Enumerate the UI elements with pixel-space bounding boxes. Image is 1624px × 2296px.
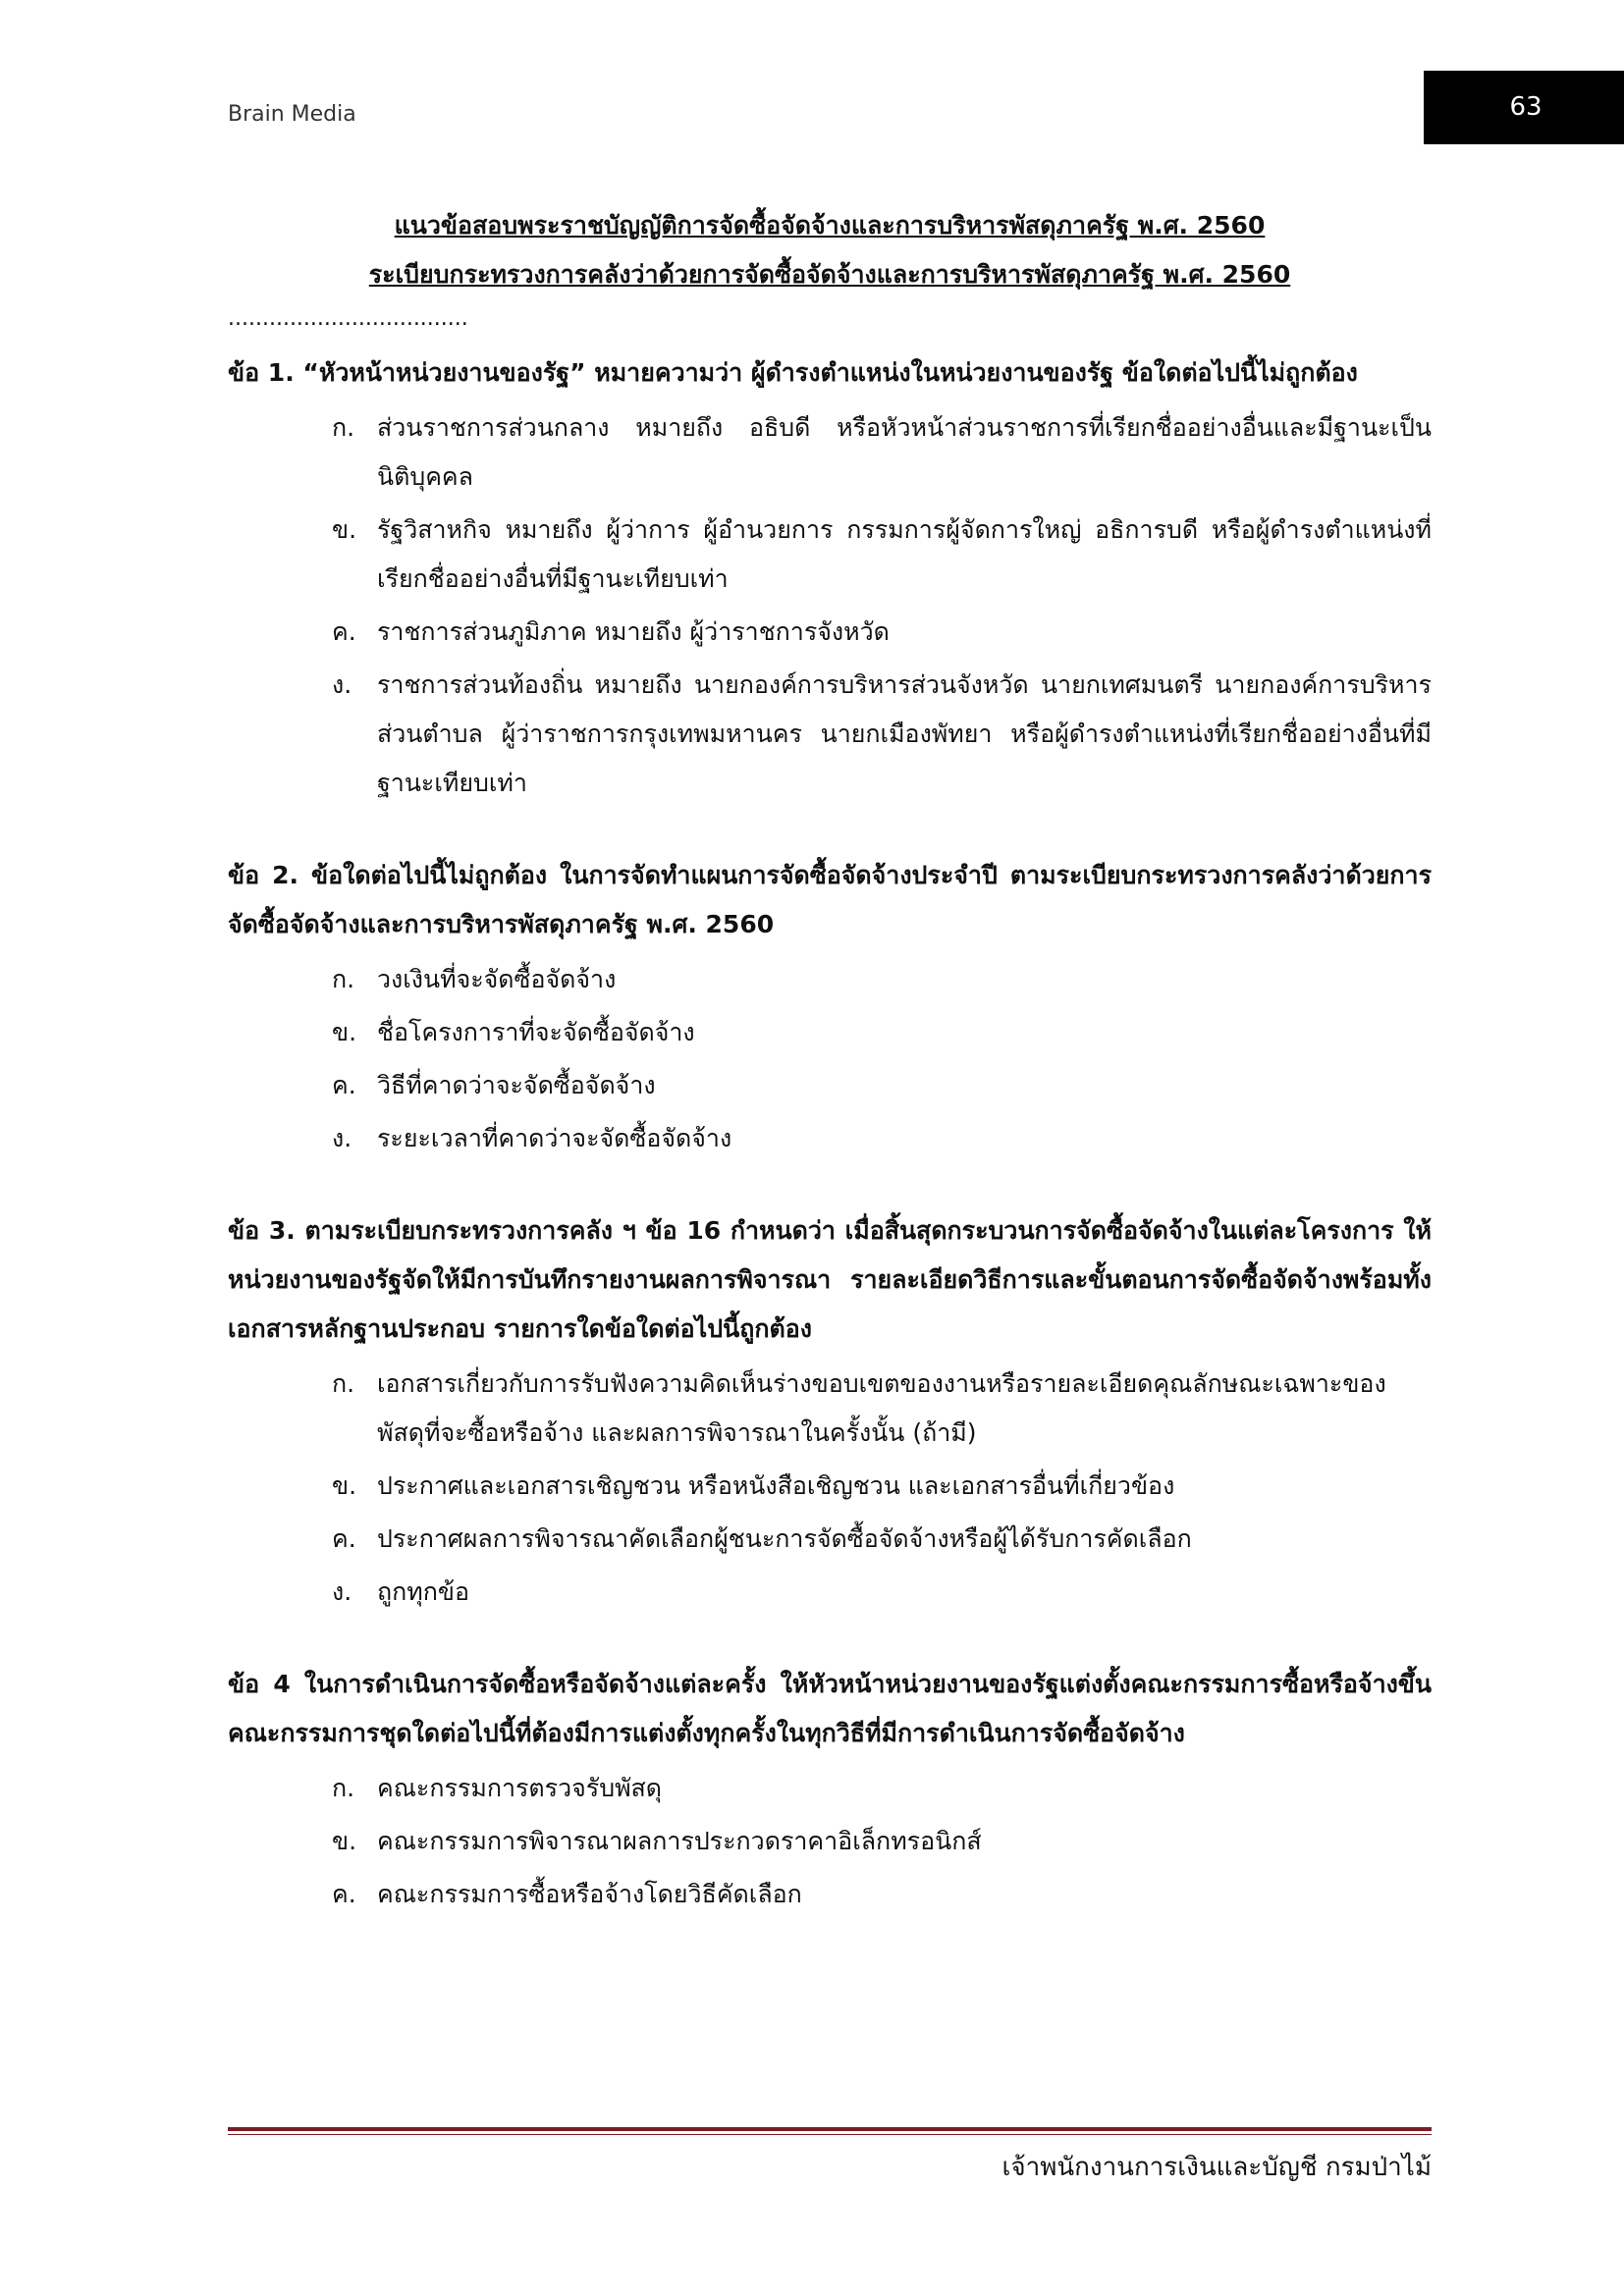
option-text: คณะกรรมการพิจารณาผลการประกวดราคาอิเล็กทรอนิกส์	[377, 1827, 982, 1855]
option-text: ราชการส่วนท้องถิ่น หมายถึง นายกองค์การบริหารส่วนจังหวัด นายกเทศมนตรี นายกองค์การบริหารส่วนตำบล ผู้ว่าราชการกรุงเทพมหานคร นายกเมืองพัทยา หรือผู้ดำรงตำแหน่งที่เรียกชื่ออย่างอื่นที่มีฐานะเทียบเท่า	[377, 670, 1432, 797]
option-item	[228, 1462, 1432, 1511]
option-label: ง.	[332, 670, 352, 699]
option-text: คณะกรรมการซื้อหรือจ้างโดยวิธีคัดเลือก	[377, 1880, 802, 1908]
option-label: ข.	[332, 1827, 357, 1855]
question-block	[228, 851, 1432, 1163]
page-number: 63	[1424, 71, 1624, 144]
footer-text: เจ้าพนักงานการเงินและบัญชี กรมป่าไม้	[1001, 2153, 1432, 2182]
option-text: ราชการส่วนภูมิภาค หมายถึง ผู้ว่าราชการจังหวัด	[377, 617, 890, 646]
option-item	[228, 661, 1432, 808]
option-list	[228, 1360, 1432, 1617]
option-list	[228, 955, 1432, 1163]
option-item	[228, 1817, 1432, 1866]
question-block	[228, 1206, 1432, 1617]
option-item	[228, 506, 1432, 604]
option-text: วงเงินที่จะจัดซื้อจัดจ้าง	[377, 965, 617, 993]
option-text: คณะกรรมการตรวจรับพัสดุ	[377, 1774, 663, 1802]
option-label: ค.	[332, 1524, 356, 1553]
option-text: ถูกทุกข้อ	[377, 1577, 469, 1606]
option-text: ระยะเวลาที่คาดว่าจะจัดซื้อจัดจ้าง	[377, 1124, 732, 1152]
document-titles	[228, 201, 1432, 299]
option-label: ก.	[332, 1774, 355, 1802]
option-label: ง.	[332, 1124, 352, 1152]
option-item	[228, 1114, 1432, 1163]
option-label: ค.	[332, 617, 356, 646]
option-item	[228, 1764, 1432, 1813]
question-text: ข้อ 3. ตามระเบียบกระทรวงการคลัง ฯ ข้อ 16 กำหนดว่า เมื่อสิ้นสุดกระบวนการจัดซื้อจัดจ้างในแต่ละโครงการ ให้หน่วยงานของรัฐจัดให้มีการบันทึกรายงานผลการพิจารณา รายละเอียดวิธีการและขั้นตอนการจัดซื้อจัดจ้างพร้อมทั้งเอกสารหลักฐานประกอบ รายการใดข้อใดต่อไปนี้ถูกต้อง	[228, 1216, 1432, 1343]
option-item	[228, 1061, 1432, 1110]
option-text: ชื่อโครงการาที่จะจัดซื้อจัดจ้าง	[377, 1018, 695, 1046]
option-text: ส่วนราชการส่วนกลาง หมายถึง อธิบดี หรือหัวหน้าส่วนราชการที่เรียกชื่ออย่างอื่นและมีฐานะเป็นนิติบุคคล	[377, 413, 1432, 491]
option-label: ก.	[332, 413, 355, 442]
option-text: ประกาศและเอกสารเชิญชวน หรือหนังสือเชิญชวน และเอกสารอื่นที่เกี่ยวข้อง	[377, 1471, 1175, 1500]
option-item	[228, 608, 1432, 657]
option-text: รัฐวิสาหกิจ หมายถึง ผู้ว่าการ ผู้อำนวยการ กรรมการผู้จัดการใหญ่ อธิการบดี หรือผู้ดำรงตำแหน่งที่เรียกชื่ออย่างอื่นที่มีฐานะเทียบเท่า	[377, 515, 1432, 593]
option-label: ก.	[332, 1369, 355, 1398]
footer-rule-thick	[228, 2127, 1432, 2131]
title-line-2: ระเบียบกระทรวงการคลังว่าด้วยการจัดซื้อจัดจ้างและการบริหารพัสดุภาครัฐ พ.ศ. 2560	[368, 260, 1291, 289]
option-label: ค.	[332, 1880, 356, 1908]
option-label: ก.	[332, 965, 355, 993]
option-item	[228, 403, 1432, 502]
brand-label: Brain Media	[228, 102, 356, 127]
option-list	[228, 1764, 1432, 1919]
question-text: ข้อ 1. “หัวหน้าหน่วยงานของรัฐ” หมายความว่า ผู้ดำรงตำแหน่งในหน่วยงานของรัฐ ข้อใดต่อไปนี้ไม่ถูกต้อง	[228, 358, 1358, 387]
option-label: ง.	[332, 1577, 352, 1606]
option-text: ประกาศผลการพิจารณาคัดเลือกผู้ชนะการจัดซื้อจัดจ้างหรือผู้ได้รับการคัดเลือก	[377, 1524, 1192, 1553]
option-item	[228, 1008, 1432, 1057]
title-line-1: แนวข้อสอบพระราชบัญญัติการจัดซื้อจัดจ้างและการบริหารพัสดุภาครัฐ พ.ศ. 2560	[394, 211, 1266, 240]
option-label: ค.	[332, 1071, 356, 1099]
question-list	[228, 348, 1432, 1962]
option-item	[228, 955, 1432, 1004]
footer-rule-thin	[228, 2134, 1432, 2135]
question-text: ข้อ 2. ข้อใดต่อไปนี้ไม่ถูกต้อง ในการจัดทำแผนการจัดซื้อจัดจ้างประจำปี ตามระเบียบกระทรวงการคลังว่าด้วยการจัดซื้อจัดจ้างและการบริหารพัสดุภาครัฐ พ.ศ. 2560	[228, 861, 1432, 938]
question-text: ข้อ 4 ในการดำเนินการจัดซื้อหรือจัดจ้างแต่ละครั้ง ให้หัวหน้าหน่วยงานของรัฐแต่งตั้งคณะกรรมการซื้อหรือจ้างขึ้น คณะกรรมการชุดใดต่อไปนี้ที่ต้องมีการแต่งตั้งทุกครั้งในทุกวิธีที่มีการดำเนินการจัดซื้อจัดจ้าง	[228, 1670, 1432, 1747]
option-item	[228, 1870, 1432, 1919]
option-label: ข.	[332, 515, 357, 544]
dotted-separator: ...................................	[228, 306, 468, 331]
option-item	[228, 1515, 1432, 1564]
question-block	[228, 1660, 1432, 1919]
option-text: วิธีที่คาดว่าจะจัดซื้อจัดจ้าง	[377, 1071, 656, 1099]
option-label: ข.	[332, 1471, 357, 1500]
option-text: เอกสารเกี่ยวกับการรับฟังความคิดเห็นร่างขอบเขตของงานหรือรายละเอียดคุณลักษณะเฉพาะของพัสดุที่จะซื้อหรือจ้าง และผลการพิจารณาในครั้งนั้น (ถ้ามี)	[377, 1369, 1386, 1447]
option-list	[228, 403, 1432, 808]
option-label: ข.	[332, 1018, 357, 1046]
option-item	[228, 1568, 1432, 1617]
question-block	[228, 348, 1432, 808]
option-item	[228, 1360, 1432, 1458]
